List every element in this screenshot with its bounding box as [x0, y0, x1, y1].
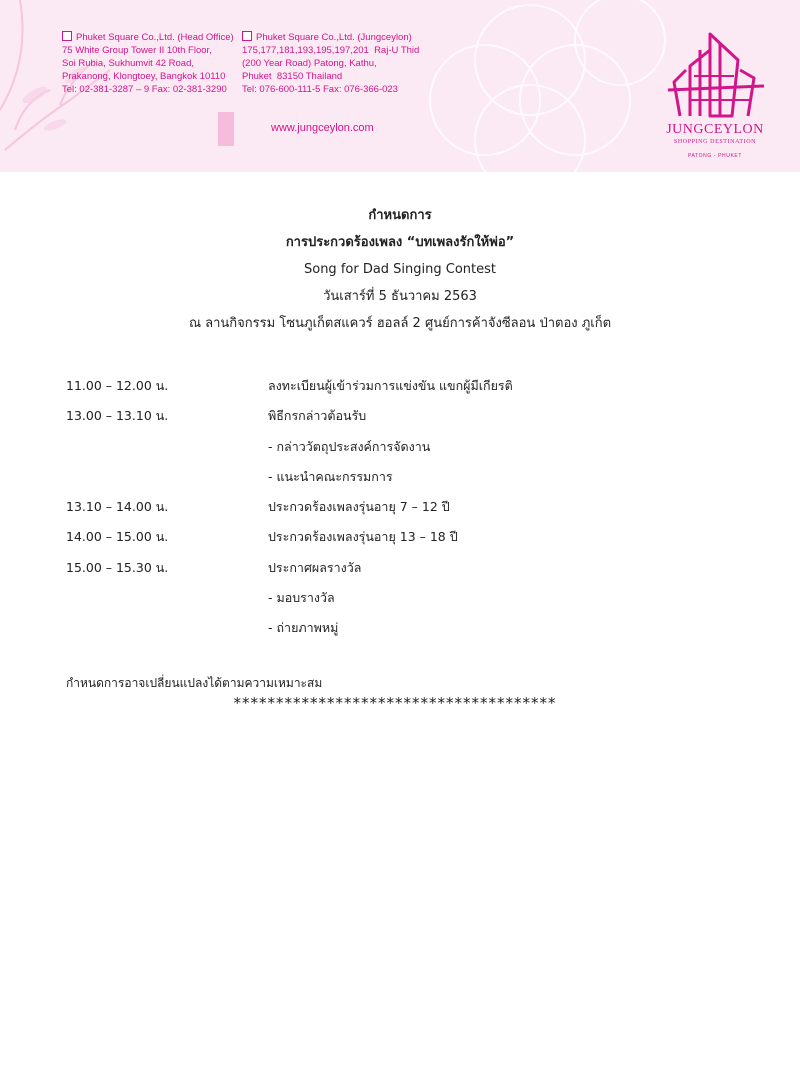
- schedule-row: [66, 586, 746, 616]
- schedule-change-note: กำหนดการอาจเปลี่ยนแปลงได้ตามความเหมาะสม: [66, 676, 323, 690]
- schedule-activity: ประกาศผลรางวัล: [268, 559, 362, 575]
- head-office-address: [62, 31, 234, 96]
- jungceylon-ship-logo-icon: [660, 30, 770, 170]
- schedule-row: [66, 374, 746, 404]
- schedule-row: [66, 404, 746, 434]
- schedule-activity: - ถ่ายภาพหมู่: [268, 620, 339, 636]
- contest-title-thai: การประกวดร้องเพลง “บทเพลงรักให้พ่อ”: [285, 235, 515, 250]
- logo-wordmark: JUNGCEYLON: [666, 122, 764, 137]
- schedule-time: 13.00 – 13.10 น.: [66, 408, 169, 424]
- event-date: วันเสาร์ที่ 5 ธันวาคม 2563: [323, 289, 477, 304]
- document-heading: กำหนดการ: [368, 208, 432, 223]
- schedule-row: [66, 616, 746, 646]
- checkbox-square-icon: [242, 31, 252, 41]
- branch-office-line-4: Phuket 83150 Thailand: [242, 71, 343, 82]
- head-office-line-3: Soi Rubia, Sukhumvit 42 Road,: [62, 58, 195, 69]
- branch-office-line-5: Tel: 076-600-111-5 Fax: 076-366-023: [242, 84, 398, 95]
- letterhead: [0, 0, 800, 172]
- schedule-activity: - แนะนำคณะกรรมการ: [268, 468, 393, 484]
- branch-office-line-3: (200 Year Road) Patong, Kathu,: [242, 58, 377, 69]
- head-office-line-4: Prakanong, Klongtoey, Bangkok 10110: [62, 71, 226, 82]
- pink-accent-bar: [218, 112, 234, 146]
- event-venue: ณ ลานกิจกรรม โซนภูเก็ตสแควร์ ฮอลล์ 2 ศูนย์การค้าจังซีลอน ป่าตอง ภูเก็ต: [188, 316, 612, 331]
- schedule-row: [66, 465, 746, 495]
- schedule-activity: ประกวดร้องเพลงรุ่นอายุ 13 – 18 ปี: [268, 529, 458, 545]
- branch-office-line-2: 175,177,181,193,195,197,201 Raj-U Thid: [242, 45, 420, 56]
- schedule-row: [66, 495, 746, 525]
- schedule-time: 13.10 – 14.00 น.: [66, 499, 169, 515]
- schedule-activity: - กล่าววัตถุประสงค์การจัดงาน: [268, 438, 431, 454]
- schedule-activity: พิธีกรกล่าวต้อนรับ: [268, 408, 367, 424]
- schedule-row: [66, 435, 746, 465]
- head-office-line-1: Phuket Square Co.,Ltd. (Head Office): [76, 32, 234, 43]
- schedule-row: [66, 556, 746, 586]
- contest-title-english: Song for Dad Singing Contest: [303, 262, 497, 277]
- head-office-line-2: 75 White Group Tower II 10th Floor,: [62, 45, 212, 56]
- logo-location: PATONG - PHUKET: [687, 153, 742, 159]
- branch-office-address: [242, 31, 419, 96]
- schedule-time: 15.00 – 15.30 น.: [66, 559, 169, 575]
- schedule-activity: ประกวดร้องเพลงรุ่นอายุ 7 – 12 ปี: [268, 499, 450, 515]
- schedule-time: 14.00 – 15.00 น.: [66, 529, 169, 545]
- document-title-block: [0, 202, 800, 337]
- asterisk-separator: **************************************: [233, 694, 557, 712]
- branch-office-line-1: Phuket Square Co.,Ltd. (Jungceylon): [256, 32, 412, 43]
- schedule-activity: - มอบรางวัล: [268, 590, 335, 606]
- schedule-row: [66, 525, 746, 555]
- logo-tagline: SHOPPING DESTINATION: [673, 139, 757, 145]
- head-office-line-5: Tel: 02-381-3287 – 9 Fax: 02-381-3290: [62, 84, 227, 95]
- schedule-activity: ลงทะเบียนผู้เข้าร่วมการแข่งขัน แขกผู้มีเกียรติ: [268, 378, 513, 393]
- website-link[interactable]: www.jungceylon.com: [271, 122, 374, 134]
- schedule-time: 11.00 – 12.00 น.: [66, 378, 169, 393]
- checkbox-square-icon: [62, 31, 72, 41]
- schedule-list: [66, 374, 746, 647]
